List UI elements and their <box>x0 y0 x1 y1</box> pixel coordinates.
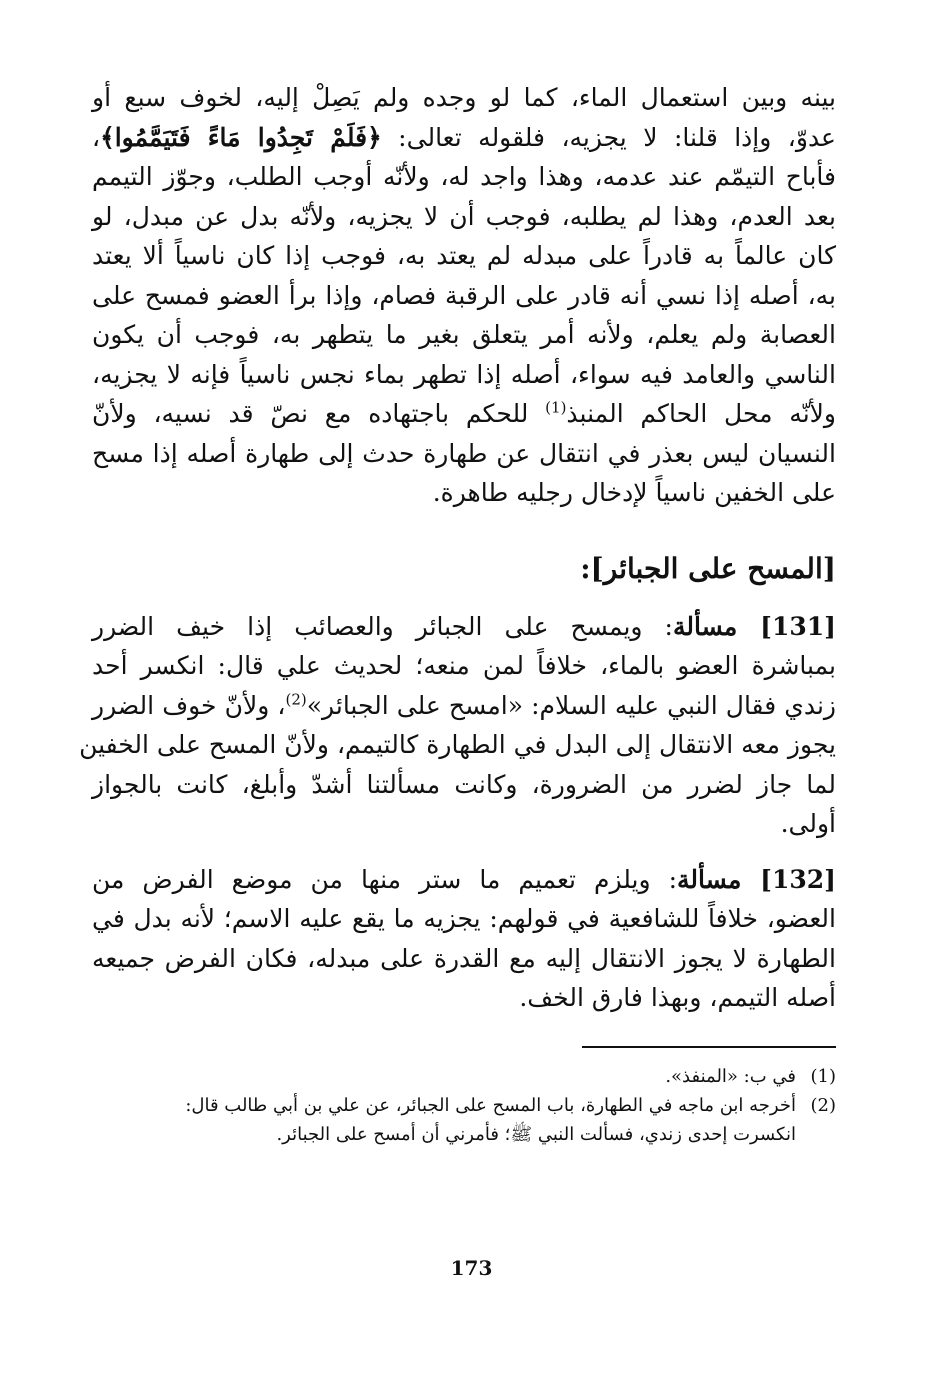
text-line: لما جاز لضرر من الضرورة، وكانت مسألتنا أشدّ وأبلغ، كانت بالجواز <box>92 769 836 799</box>
footnote-number: (1) <box>810 1065 836 1087</box>
footnote-number: (2) <box>810 1094 836 1116</box>
masala-label: [131] مسألة <box>672 611 836 641</box>
text-segment: ، ولأنّ خوف الضرر <box>92 690 286 720</box>
footnote-2 <box>92 1091 836 1149</box>
footnote-text <box>92 1062 796 1091</box>
text-line: فأباح التيمّم عند عدمه، وهذا واجد له، ولأنّه أوجب الطلب، وجوّز التيمم <box>92 162 836 191</box>
text-line: به، أصله إذا نسي أنه قادر على الرقبة فصام، وإذا برأ العضو فمسح على <box>92 280 836 310</box>
text-segment: زندي فقال النبي عليه السلام: «امسح على الجبائر» <box>306 690 836 720</box>
text-line: العضو، خلافاً للشافعية في قولهم: يجزيه ما يقع عليه الاسم؛ لأنه بدل في <box>92 904 836 933</box>
text-segment: ، <box>92 122 101 152</box>
paragraph-1 <box>92 78 836 513</box>
text-line: العصابة ولم يعلم، ولأنه أمر يتعلق بغير ما يتطهر به، فوجب أن يكون <box>92 320 836 349</box>
text-line: بمباشرة العضو بالماء، خلافاً لمن منعه؛ لحديث علي قال: انكسر أحد <box>92 651 836 680</box>
text-line: بعد العدم، وهذا لم يطلبه، فوجب أن لا يجزيه، ولأنّه بدل عن مبدل، لو <box>92 201 836 231</box>
text-line <box>92 394 836 434</box>
footnote-1 <box>92 1062 836 1091</box>
quran-verse: ﴿فَلَمْ تَجِدُوا مَاءً فَتَيَمَّمُوا﴾ <box>100 122 382 152</box>
text-segment: للحكم باجتهاده مع نصّ قد نسيه، ولأنّ <box>92 399 546 428</box>
page-number: 173 <box>450 1256 493 1280</box>
text-line <box>92 118 836 158</box>
masala-132 <box>92 860 836 1018</box>
page-body <box>79 78 836 1149</box>
text-line <box>92 686 836 726</box>
text-segment: : ويلزم تعميم ما ستر منها من موضع الفرض من <box>92 864 678 894</box>
text-line: في ب: «المنفذ». <box>665 1065 796 1087</box>
text-line <box>92 607 836 647</box>
masala-label: [132] مسألة <box>677 864 836 894</box>
text-line: النسيان ليس بعذر في انتقال عن طهارة حدث إلى طهارة أصله إذا مسح <box>92 438 836 468</box>
text-segment: : ويمسح على الجبائر والعصائب إذا خيف الضرر <box>92 611 673 641</box>
text-line: انكسرت إحدى زندي، فسألت النبي ﷺ؛ فأمرني أن أمسح على الجبائر. <box>276 1123 796 1145</box>
footnote-ref[interactable]: (1) <box>545 398 567 417</box>
text-segment: عدوّ، وإذا قلنا: لا يجزيه، فلقوله تعالى: <box>381 122 836 152</box>
text-line: على الخفين ناسياً لإدخال رجليه طاهرة. <box>432 478 836 507</box>
masala-131 <box>79 607 836 844</box>
text-line: يجوز معه الانتقال إلى البدل في الطهارة كالتيمم، ولأنّ المسح على الخفين <box>79 730 836 759</box>
text-line: أولى. <box>780 809 836 838</box>
text-line: الناسي والعامد فيه سواء، أصله إذا تطهر بماء نجس ناسياً فإنه لا يجزيه، <box>92 359 836 389</box>
footnote-text <box>92 1091 796 1149</box>
text-line: أصله التيمم، وبهذا فارق الخف. <box>519 983 836 1012</box>
footnote-divider <box>582 1046 836 1048</box>
text-line: أخرجه ابن ماجه في الطهارة، باب المسح على الجبائر، عن علي بن أبي طالب قال: <box>185 1094 796 1116</box>
text-line: كان عالماً به قادراً على مبدله لم يعتد به، فوجب إذا كان ناسياً ألا يعتد <box>92 241 836 270</box>
text-line: الطهارة لا يجوز الانتقال إليه مع القدرة على مبدله، فكان الفرض جميعه <box>92 943 836 973</box>
text-line: بينه وبين استعمال الماء، كما لو وجده ولم يَصِلْ إليه، لخوف سبع أو <box>92 83 836 112</box>
text-segment: ولأنّه محل الحاكم المنبذ <box>566 399 836 428</box>
footnote-ref[interactable]: (2) <box>285 690 307 709</box>
section-heading: [المسح على الجبائر]: <box>580 551 836 585</box>
text-line <box>92 860 836 900</box>
